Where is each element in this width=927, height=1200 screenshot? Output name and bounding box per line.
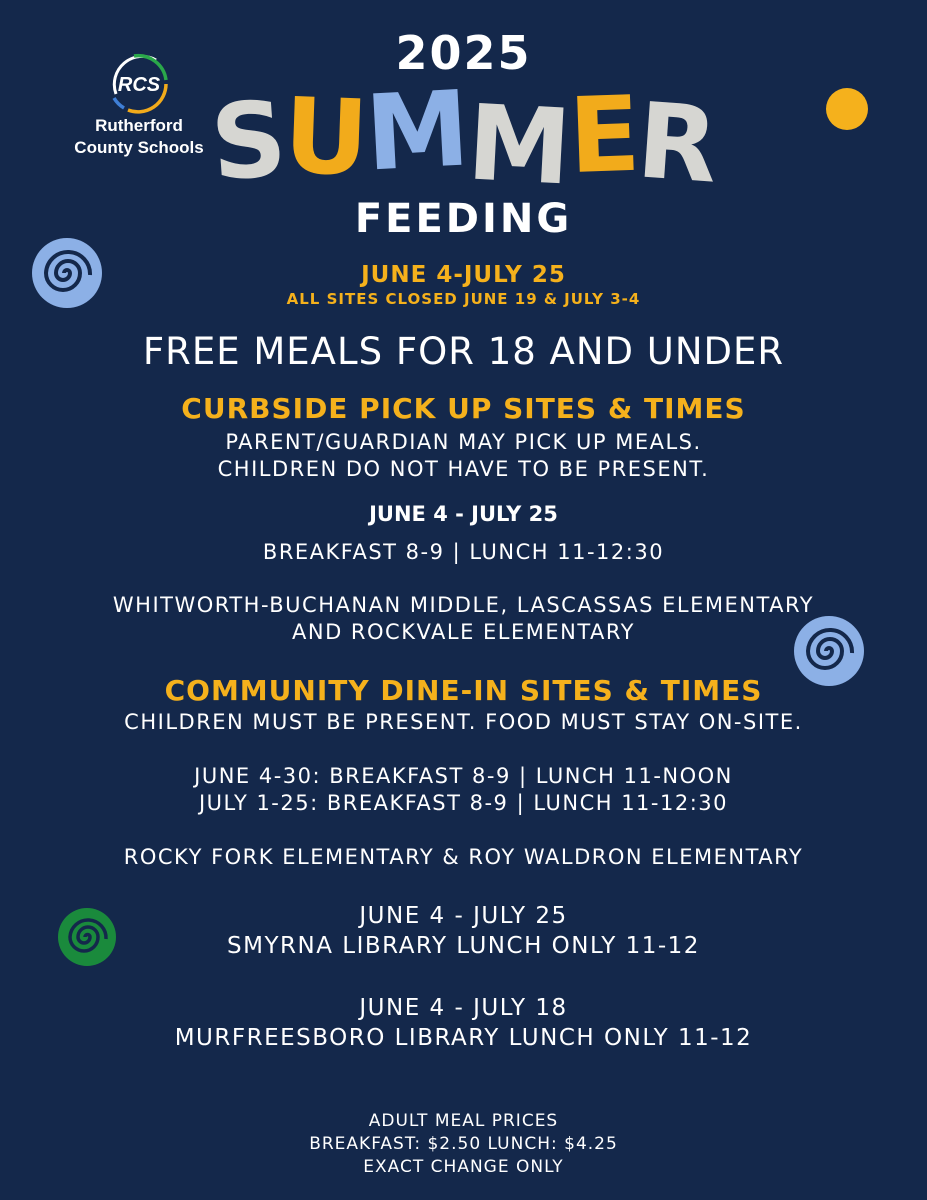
curbside-sites-1: WHITWORTH-BUCHANAN MIDDLE, LASCASSAS ELEMENTARY [112,593,815,617]
smyrna-dates: JUNE 4 - JULY 25 [359,903,568,929]
dine-in-note: CHILDREN MUST BE PRESENT. FOOD MUST STAY ON-SITE. [124,710,803,734]
curbside-date-range: JUNE 4 - JULY 25 [369,502,558,526]
murfreesboro-dates: JUNE 4 - JULY 18 [359,995,568,1021]
dine-in-sites: ROCKY FORK ELEMENTARY & ROY WALDRON ELEMENTARY [123,845,804,869]
curbside-sites-2: AND ROCKVALE ELEMENTARY [292,620,635,644]
free-meals-heading: FREE MEALS FOR 18 AND UNDER [142,330,785,373]
feeding-title: FEEDING [354,196,573,242]
adult-prices-heading: ADULT MEAL PRICES [368,1111,559,1131]
adult-prices: BREAKFAST: $2.50 LUNCH: $4.25 [309,1134,618,1154]
curbside-times: BREAKFAST 8-9 | LUNCH 11-12:30 [262,540,665,564]
closed-dates: ALL SITES CLOSED JUNE 19 & JULY 3-4 [286,290,641,308]
dine-in-heading: COMMUNITY DINE-IN SITES & TIMES [164,674,763,707]
summer-letter-m2: M [464,81,572,209]
summer-letter-e: E [566,72,641,198]
summer-title [0,67,927,209]
curbside-heading: CURBSIDE PICK UP SITES & TIMES [181,392,746,425]
program-dates: JUNE 4-JULY 25 [361,262,566,288]
logo-initials: RCS [117,74,161,96]
summer-letter-s: S [206,77,289,205]
adult-prices-note: EXACT CHANGE ONLY [363,1157,564,1177]
murfreesboro-detail: MURFREESBORO LIBRARY LUNCH ONLY 11-12 [174,1025,753,1051]
logo-name-line2: County Schools [74,138,204,157]
year-title: 2025 [395,26,532,80]
summer-letter-r: R [633,79,720,207]
curbside-note-2: CHILDREN DO NOT HAVE TO BE PRESENT. [217,457,710,481]
smyrna-detail: SMYRNA LIBRARY LUNCH ONLY 11-12 [227,933,700,959]
summer-letter-m1: M [362,67,471,195]
dine-in-schedule-1: JUNE 4-30: BREAKFAST 8-9 | LUNCH 11-NOON [194,764,733,788]
curbside-note-1: PARENT/GUARDIAN MAY PICK UP MEALS. [225,430,702,454]
logo-name-line1: Rutherford [95,116,183,135]
dine-in-schedule-2: JULY 1-25: BREAKFAST 8-9 | LUNCH 11-12:30 [198,791,729,815]
summer-letter-u: U [281,74,369,200]
